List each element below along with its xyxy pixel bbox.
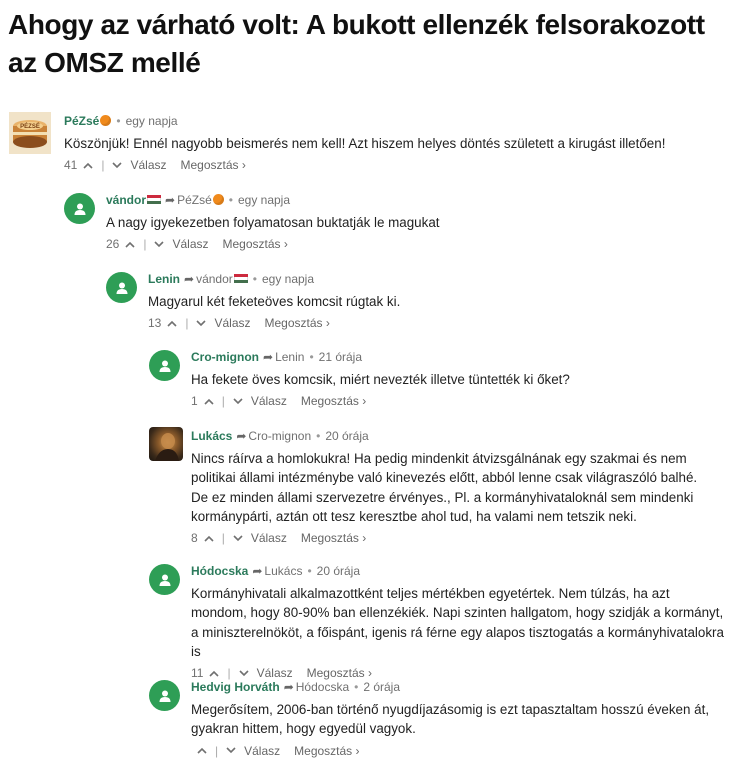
reply-arrow-icon: ➦: [252, 564, 263, 578]
vote-count: 11: [191, 666, 204, 681]
comment-author[interactable]: vándor: [106, 193, 147, 207]
comment-actions: 41 | Válasz Megosztás ›: [64, 158, 246, 173]
reply-arrow-icon: ➦: [236, 429, 247, 443]
comment-time: egy napja: [125, 114, 178, 128]
comment-text: Ha fekete öves komcsik, miért nevezték illetve tüntették ki őket?: [191, 372, 570, 387]
portrait-icon: [149, 427, 183, 461]
upvote-icon[interactable]: [202, 394, 216, 408]
comment-text: Magyarul két feketeöves komcsit rúgtak ki.: [148, 294, 401, 309]
downvote-icon[interactable]: [194, 316, 208, 330]
comment-time: 21 órája: [318, 350, 363, 364]
comment-author[interactable]: Lukács: [191, 429, 233, 443]
share-button[interactable]: Megosztás ›: [180, 158, 246, 173]
comment-text: Megerősítem, 2006-ban történő nyugdíjazásomig is ezt tapasztaltam hosszú éveken át, gyakran hittem, hogy egyedül vagyok.: [191, 702, 710, 737]
comment-text: Köszönjük! Ennél nagyobb beismerés nem kell! Azt hiszem helyes döntés született a kirugást illetően!: [64, 136, 666, 151]
share-button[interactable]: Megosztás ›: [222, 237, 288, 252]
default-avatar[interactable]: [149, 564, 180, 595]
orange-emoji-icon: [100, 115, 111, 126]
comment-time: 20 órája: [316, 564, 361, 578]
upvote-icon[interactable]: [165, 316, 179, 330]
comment-author[interactable]: PéZsé: [64, 114, 100, 128]
reply-button[interactable]: Válasz: [250, 394, 287, 409]
article-title: Ahogy az várható volt: A bukott ellenzék felsorakozott az OMSZ mellé: [8, 9, 705, 78]
reply-parent[interactable]: PéZsé: [177, 193, 212, 207]
vote-count: 1: [191, 394, 198, 409]
reply-arrow-icon: ➦: [263, 350, 274, 364]
comment-author[interactable]: Hedvig Horváth: [191, 680, 280, 694]
reply-parent[interactable]: Lenin: [275, 350, 305, 364]
downvote-icon[interactable]: [110, 158, 124, 172]
default-avatar[interactable]: [149, 680, 180, 711]
share-button[interactable]: Megosztás ›: [294, 743, 360, 758]
comment-actions: | Válasz Megosztás ›: [191, 742, 725, 760]
comment-actions: 1 | Válasz Megosztás ›: [191, 394, 367, 409]
hungarian-flag-icon: [147, 195, 161, 204]
reply-parent[interactable]: Lukács: [264, 564, 303, 578]
share-button[interactable]: Megosztás ›: [306, 666, 372, 681]
comment-author[interactable]: Hódocska: [191, 564, 249, 578]
user-icon: [73, 202, 87, 216]
share-button[interactable]: Megosztás ›: [264, 316, 330, 331]
upvote-icon[interactable]: [202, 531, 216, 545]
vote-count: 41: [64, 158, 78, 173]
default-avatar[interactable]: [106, 272, 137, 303]
upvote-icon[interactable]: [123, 237, 137, 251]
vote-count: 8: [191, 531, 198, 546]
reply-arrow-icon: ➦: [283, 680, 294, 694]
photo-avatar[interactable]: [149, 427, 183, 461]
default-avatar[interactable]: [149, 350, 180, 381]
hungarian-flag-icon: [234, 274, 248, 283]
reply-button[interactable]: Válasz: [172, 237, 209, 252]
comment-time: egy napja: [237, 193, 291, 207]
reply-button[interactable]: Válasz: [250, 531, 287, 546]
comment-time: egy napja: [261, 272, 315, 286]
comment-time: 20 órája: [325, 429, 369, 443]
comment-actions: 26 | Válasz Megosztás ›: [106, 237, 288, 252]
user-icon: [158, 359, 172, 373]
comment-text: A nagy igyekezetben folyamatosan buktatják le magukat: [106, 215, 440, 230]
reply-parent[interactable]: Hódocska: [295, 680, 350, 694]
comment-author[interactable]: Cro-mignon: [191, 350, 259, 364]
share-button[interactable]: Megosztás ›: [300, 394, 367, 409]
downvote-icon[interactable]: [231, 394, 245, 408]
comment-actions: 11 | Válasz Megosztás ›: [191, 666, 372, 681]
upvote-icon[interactable]: [195, 744, 209, 758]
reply-arrow-icon: ➦: [165, 193, 176, 207]
user-icon: [158, 573, 172, 587]
share-button[interactable]: Megosztás ›: [300, 531, 367, 546]
upvote-icon[interactable]: [81, 158, 95, 172]
comment-text: Kormányhivatali alkalmazottként teljes mértékben egyetértek. Nem túlzás, ha azt mondom, hogy 80-90% ban ellenzékiék. Napi szinten hallgatom, hogy szidják a kormányt, a miniszterelnököt, a főispánt, igenis rá férne egy alapos tisztogatás a kormányhivatalokra is: [191, 586, 724, 659]
downvote-icon[interactable]: [224, 744, 238, 758]
default-avatar[interactable]: [64, 193, 95, 224]
reply-parent[interactable]: Cro-mignon: [248, 429, 312, 443]
reply-arrow-icon: ➦: [184, 272, 195, 286]
vote-count: 26: [106, 237, 120, 252]
svg-text:PÉZSÉ: PÉZSÉ: [20, 124, 40, 130]
user-icon: [158, 689, 172, 703]
comment-time: 2 órája: [363, 680, 401, 694]
comment-text: Nincs ráírva a homlokukra! Ha pedig mindenkit átvizsgálnának egy szakmai és nem politikai állami intézménybe való kinevezés előtt, abból lenne csak világraszóló balhé. De ez minden állami szervezetre érvényes., Pl. a kormányhivataloknál sem mindenki kormánypárti, aztán ott tesz keresztbe ahol tud, ha valami nem tetszik neki.: [191, 451, 698, 524]
reply-parent[interactable]: vándor: [196, 272, 233, 286]
downvote-icon[interactable]: [152, 237, 166, 251]
page: Ahogy az várható volt: A bukott ellenzék felsorakozott az OMSZ mellé PÉZSÉ PéZsé • egy napja Köszönjük! Ennél nagyobb beismerés nem kell! Azt hiszem helyes döntés született a kirugást illetően! 41 | Válasz Megosztás › vándor ➦ PéZsé • egy napja A nagy igyekezetben folyamatosan buktatják le magukat 26 | Válasz Megosztás › Lenin ➦ vándor • egy napja Magyarul két feketeöves komcsit rúgtak ki. 13 | Válasz Megosztás › Cro-mignon ➦ Lenin • 21 órája Ha fekete öves komcsik, miért nevezték illetve tüntették ki őket? 1 | Válasz Megosztás › Lukács ➦ Cro-mignon • 20 órája Nincs ráírva a homlokukra! Ha pedig mindenkit átvizsgálnának egy szakmai és nem politikai állami intézménybe való kinevezés előtt, abból lenne csak világraszóló balhé. De ez minden állami szervezetre érvényes., Pl. a kormányhivataloknál sem mindenki kormánypárti, aztán ott tesz keresztbe ahol tud, ha valami nem tetszik neki. 8 | Válasz Megosztás › Hódocska ➦ Lukács • 20 órája Kormányhivatali alkalmazottként teljes mértékben egyetértek. Nem túlzás, ha azt mondom, hogy 80-90% ban ellenzékiék. Napi szinten hallgatom, hogy szidják a kormányt, a miniszterelnököt, a főispánt, igenis rá férne egy alapos tisztogatás a kormányhivatalokra is 11 | Válasz Megosztás › Hedvig Horváth ➦ Hódocska • 2 órája Megerősítem, 2006-ban történő nyugdíjazásomig is ezt tapasztaltam hosszú éveken át, gyakran hittem, hogy egyedül vagyok. | Válasz Megosztás ›: [0, 0, 732, 781]
reply-button[interactable]: Válasz: [130, 158, 167, 173]
reply-button[interactable]: Válasz: [244, 743, 281, 758]
user-icon: [115, 281, 129, 295]
comment-author[interactable]: Lenin: [148, 272, 180, 286]
reply-button[interactable]: Válasz: [214, 316, 251, 331]
orange-emoji-icon: [213, 194, 224, 205]
downvote-icon[interactable]: [231, 531, 245, 545]
reply-button[interactable]: Válasz: [256, 666, 293, 681]
vote-count: 13: [148, 316, 162, 331]
cake-icon: [9, 112, 51, 154]
comment-actions: 13 | Válasz Megosztás ›: [148, 316, 330, 331]
cake-avatar[interactable]: [9, 112, 51, 154]
comment-actions: 8 | Válasz Megosztás ›: [191, 531, 367, 546]
